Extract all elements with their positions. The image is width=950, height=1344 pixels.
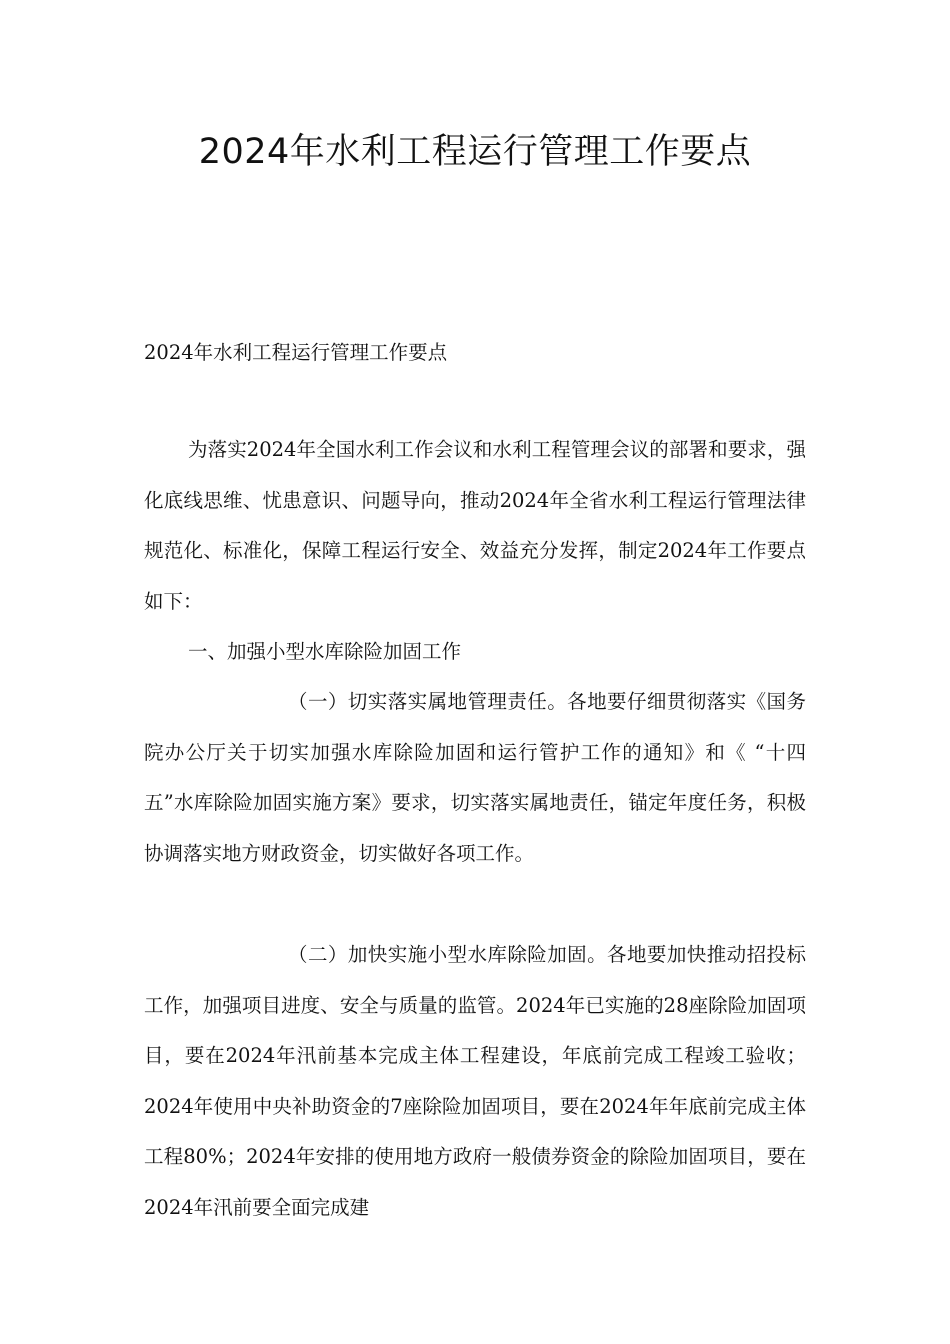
- document-subtitle: 2024年水利工程运行管理工作要点: [144, 341, 448, 364]
- intro-paragraph: 为落实2024年全国水利工作会议和水利工程管理会议的部署和要求，强化底线思维、忧患意识、问题导向，推动2024年全省水利工程运行管理法律规范化、标准化，保障工程运行安全、效益充分发挥，制定2024年工作要点如下：: [144, 438, 806, 613]
- sub-item-2-paragraph: （二）加快实施小型水库除险加固。各地要加快推动招投标工作，加强项目进度、安全与质量的监管。2024年已实施的28座除险加固项目，要在2024年汛前基本完成主体工程建设，年底前完成工程竣工验收；2024年使用中央补助资金的7座除险加固项目，要在2024年年底前完成主体工程80%；2024年安排的使用地方政府一般债券资金的除险加固项目，要在2024年汛前要全面完成建: [144, 943, 806, 1219]
- document-title: 2024年水利工程运行管理工作要点: [198, 132, 752, 172]
- sub-item-1-paragraph: （一）切实落实属地管理责任。各地要仔细贯彻落实《国务院办公厅关于切实加强水库除险加固和运行管护工作的通知》和《 “十四五”水库除险加固实施方案》要求，切实落实属地责任，锚定年度任务，积极协调落实地方财政资金，切实做好各项工作。: [144, 690, 806, 865]
- section-heading-1: 一、加强小型水库除险加固工作: [188, 640, 462, 663]
